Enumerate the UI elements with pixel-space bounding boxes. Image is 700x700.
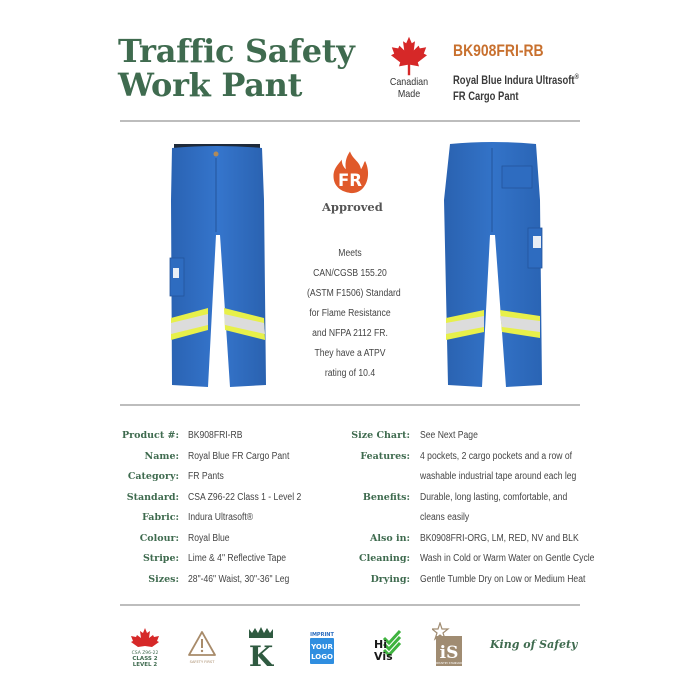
divider-top: [120, 120, 580, 122]
canadian-made-line2: Made: [397, 88, 421, 100]
csa-class2-level2-icon: [128, 628, 162, 668]
svg-text:K: K: [248, 640, 274, 667]
spec-value: cleans easily: [420, 512, 470, 523]
spec-label: Product #:: [122, 430, 179, 441]
canadian-made-line1: Canadian: [389, 76, 429, 88]
canadian-made-badge: [383, 36, 435, 100]
fr-description: [300, 244, 400, 384]
spec-value: Gentle Tumble Dry on Low or Medium Heat: [420, 573, 586, 585]
imprint-your-logo-icon: [309, 631, 335, 665]
svg-text:INDUSTRY STANDARD: INDUSTRY STANDARD: [434, 662, 464, 665]
spec-value: Durable, long lasting, comfortable, and: [420, 491, 568, 503]
title-line-1: Traffic Safety: [118, 32, 355, 70]
spec-label: Name:: [144, 450, 179, 462]
svg-text:Vis: Vis: [374, 650, 393, 662]
spec-value: See Next Page: [420, 430, 478, 441]
fr-description-line: and NFPA 2112 FR.: [312, 328, 388, 339]
spec-label: Cleaning:: [359, 553, 410, 564]
spec-label: Sizes:: [148, 573, 179, 585]
svg-text:IMPRINT: IMPRINT: [310, 632, 334, 638]
spec-value: BK908FRI-RB: [188, 430, 243, 441]
fr-description-line: CAN/CGSB 155.20: [313, 268, 387, 279]
title-line-2: Work Pant: [118, 66, 303, 104]
fr-description-line: (ASTM F1506) Standard: [307, 288, 401, 299]
spec-value: Royal Blue FR Cargo Pant: [188, 450, 290, 462]
spec-value: washable industrial tape around each leg: [420, 471, 577, 482]
page-title: [118, 34, 355, 102]
flame-fr-icon: [329, 150, 371, 194]
svg-text:LOGO: LOGO: [311, 653, 333, 661]
spec-label: Colour:: [139, 532, 179, 544]
hi-vis-icon: [372, 628, 402, 662]
spec-label: Stripe:: [142, 553, 179, 564]
spec-value: BK0908FRI-ORG, LM, RED, NV and BLK: [420, 532, 579, 544]
industry-standard-icon: [432, 622, 464, 668]
spec-value: Royal Blue: [188, 532, 230, 544]
spec-value: FR Pants: [188, 471, 224, 482]
product-sku: BK908FRI-RB: [453, 41, 544, 60]
svg-text:YOUR: YOUR: [311, 643, 333, 651]
spec-label: Fabric:: [142, 512, 179, 523]
king-of-safety-brand: King of Safety: [490, 638, 578, 651]
fr-approved-label: Approved: [322, 200, 383, 214]
safety-first-icon: [186, 630, 218, 666]
fr-description-line: for Flame Resistance: [309, 308, 391, 319]
spec-value: Wash in Cold or Warm Water on Gentle Cycle: [420, 553, 595, 564]
spec-label: Features:: [360, 450, 410, 462]
svg-text:CSA Z96-22: CSA Z96-22: [131, 651, 159, 656]
fr-description-line: rating of 10.4: [324, 368, 376, 379]
spec-label: Standard:: [126, 491, 179, 503]
fr-approved-badge: [322, 150, 383, 214]
fr-description-line: Meets: [338, 248, 362, 259]
svg-text:iS: iS: [439, 643, 459, 663]
k-crown-logo: [248, 627, 274, 667]
spec-label: Category:: [127, 471, 179, 482]
svg-text:SAFETY FIRST: SAFETY FIRST: [189, 660, 215, 664]
svg-text:CLASS 2: CLASS 2: [132, 656, 158, 662]
svg-text:LEVEL 2: LEVEL 2: [132, 662, 158, 668]
divider-bottom: [120, 604, 580, 606]
spec-value: Indura Ultrasoft®: [188, 512, 254, 523]
spec-value: CSA Z96-22 Class 1 - Level 2: [188, 491, 302, 503]
divider-middle: [120, 404, 580, 406]
spec-label: Benefits:: [362, 491, 410, 503]
spec-value: 4 pockets, 2 cargo pockets and a row of: [420, 450, 573, 462]
registered-mark: ®: [574, 74, 579, 81]
product-subtitle: [453, 70, 579, 105]
fr-mark: FR: [338, 170, 362, 190]
spec-label: Drying:: [370, 573, 410, 585]
back-pant-image: [440, 140, 545, 390]
spec-value: 28"-46" Waist, 30"-36" Leg: [188, 573, 290, 585]
front-pant-image: [168, 140, 268, 390]
fr-description-line: They have a ATPV: [314, 348, 386, 359]
spec-label: Size Chart:: [351, 430, 410, 441]
maple-leaf-icon: [389, 36, 429, 76]
spec-value: Lime & 4" Reflective Tape: [188, 553, 287, 564]
subtitle-line-1: Royal Blue Indura Ultrasoft: [453, 74, 575, 87]
svg-text:Hi: Hi: [374, 638, 387, 651]
subtitle-line-2: FR Cargo Pant: [453, 90, 519, 103]
spec-label: Also in:: [370, 532, 410, 544]
